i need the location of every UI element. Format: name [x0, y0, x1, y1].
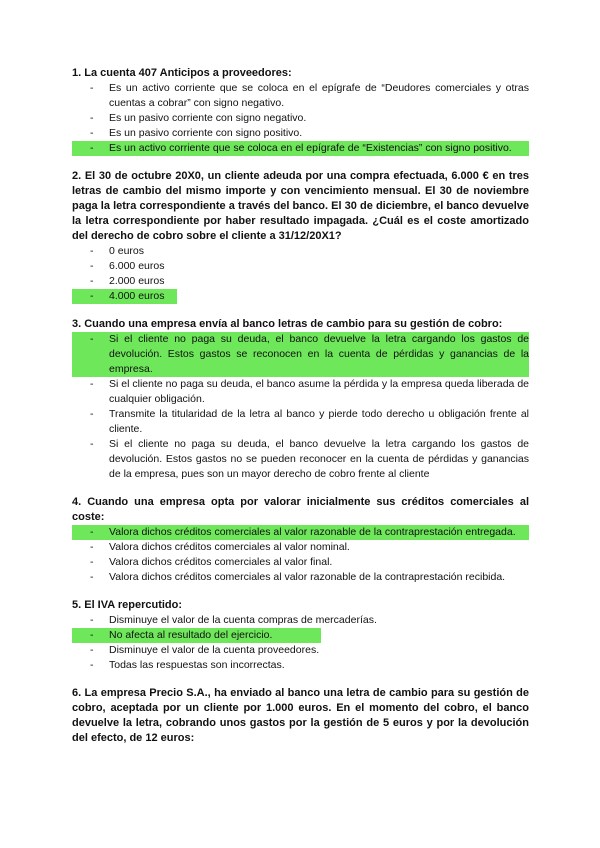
question-3	[72, 317, 529, 482]
option-item: - Disminuye el valor de la cuenta proveedores.	[90, 644, 320, 656]
question-5	[72, 598, 529, 673]
option-item: - Valora dichos créditos comerciales al valor final.	[90, 556, 333, 568]
option-text: Transmite la titularidad de la letra al banco y pierde todo derecho u obligación frente al cliente.	[109, 408, 529, 435]
option-text: Todas las respuestas son incorrectas.	[109, 659, 285, 671]
option-item: - Todas las respuestas son incorrectas.	[90, 659, 285, 671]
option-item-correct: - Valora dichos créditos comerciales al valor razonable de la contraprestación entregada.	[72, 525, 529, 540]
option-text: No afecta al resultado del ejercicio.	[109, 629, 273, 641]
option-text: Si el cliente no paga su deuda, el banco devuelve la letra cargando los gastos de devolución. Estos gastos no se pueden reconocer en la cuenta de pérdidas y ganancias de la empresa, pues son un mayor derecho de cobro frente al cliente	[109, 438, 529, 480]
options-list	[72, 525, 529, 585]
option-item-correct: - No afecta al resultado del ejercicio.	[72, 628, 321, 643]
options-list	[72, 332, 529, 482]
option-text: 2.000 euros	[109, 275, 165, 287]
options-list	[72, 244, 529, 304]
option-text: 6.000 euros	[109, 260, 165, 272]
option-text: Es un activo corriente que se coloca en el epígrafe de “Deudores comerciales y otras cuentas a cobrar” con signo negativo.	[109, 82, 529, 109]
option-item: - Es un activo corriente que se coloca en el epígrafe de “Deudores comerciales y otras cuentas a cobrar” con signo negativo.	[90, 82, 529, 109]
option-item: - Si el cliente no paga su deuda, el banco devuelve la letra cargando los gastos de devolución. Estos gastos no se pueden reconocer en la cuenta de pérdidas y ganancias de la empresa, pues son un mayor derecho de cobro frente al cliente	[90, 438, 529, 480]
options-list	[72, 613, 529, 673]
option-item: - Valora dichos créditos comerciales al valor nominal.	[90, 541, 350, 553]
option-text: 4.000 euros	[109, 290, 165, 302]
option-text: Es un activo corriente que se coloca en el epígrafe de “Existencias” con signo positivo.	[109, 142, 512, 154]
option-item: - 6.000 euros	[90, 260, 165, 272]
option-item: - Si el cliente no paga su deuda, el banco asume la pérdida y la empresa queda liberada de cualquier obligación.	[90, 378, 529, 405]
option-item: - Transmite la titularidad de la letra al banco y pierde todo derecho u obligación frente al cliente.	[90, 408, 529, 435]
option-item: - Disminuye el valor de la cuenta compras de mercaderías.	[90, 614, 377, 626]
question-text: 3. Cuando una empresa envía al banco letras de cambio para su gestión de cobro:	[72, 318, 503, 330]
option-text: 0 euros	[109, 245, 145, 257]
option-item-correct: - 4.000 euros	[72, 289, 177, 304]
option-text: Si el cliente no paga su deuda, el banco asume la pérdida y la empresa queda liberada de cualquier obligación.	[109, 378, 529, 405]
options-list	[72, 81, 529, 156]
option-text: Valora dichos créditos comerciales al valor nominal.	[109, 541, 350, 553]
option-text: Es un pasivo corriente con signo positivo.	[109, 127, 303, 139]
option-item: - Es un pasivo corriente con signo negativo.	[90, 112, 307, 124]
question-4	[72, 495, 529, 585]
option-item-correct: - Si el cliente no paga su deuda, el banco devuelve la letra cargando los gastos de devolución. Estos gastos se reconocen en la cuenta de pérdidas y ganancias de la empresa.	[72, 332, 529, 377]
option-text: Valora dichos créditos comerciales al valor razonable de la contraprestación entregada.	[109, 526, 516, 538]
option-text: Si el cliente no paga su deuda, el banco devuelve la letra cargando los gastos de devolución. Estos gastos se reconocen en la cuenta de pérdidas y ganancias de la empresa.	[109, 333, 529, 375]
option-text: Valora dichos créditos comerciales al valor final.	[109, 556, 333, 568]
option-item-correct: - Es un activo corriente que se coloca en el epígrafe de “Existencias” con signo positivo.	[72, 141, 529, 156]
option-item: - 0 euros	[90, 245, 145, 257]
option-text: Disminuye el valor de la cuenta compras de mercaderías.	[109, 614, 377, 626]
question-text: 1. La cuenta 407 Anticipos a proveedores:	[72, 67, 292, 79]
option-item: - Valora dichos créditos comerciales al valor razonable de la contraprestación recibida.	[90, 571, 506, 583]
option-item: - 2.000 euros	[90, 275, 165, 287]
question-text: 2. El 30 de octubre 20X0, un cliente adeuda por una compra efectuada, 6.000 € en tres letras de cambio del mismo importe y con vencimiento mensual. El 30 de noviembre paga la letra correspondiente a través del banco. El 30 de diciembre, el banco devuelve la letra correspondiente por haber resultado impagada. ¿Cuál es el coste amortizado del derecho de cobro sobre el cliente a 31/12/20X1?	[72, 170, 529, 242]
option-item: - Es un pasivo corriente con signo positivo.	[90, 127, 303, 139]
option-text: Es un pasivo corriente con signo negativo.	[109, 112, 307, 124]
question-text: 6. La empresa Precio S.A., ha enviado al banco una letra de cambio para su gestión de cobro, aceptada por un cliente por 1.000 euros. En el momento del cobro, el banco devuelve la letra, cobrando unos gastos por la gestión de 5 euros y por la devolución del efecto, de 12 euros:	[72, 687, 529, 744]
question-1	[72, 66, 529, 156]
option-text: Valora dichos créditos comerciales al valor razonable de la contraprestación recibida.	[109, 571, 506, 583]
question-text: 5. El IVA repercutido:	[72, 599, 183, 611]
question-text: 4. Cuando una empresa opta por valorar inicialmente sus créditos comerciales al coste:	[72, 496, 529, 523]
question-6	[72, 686, 529, 746]
exam-page	[72, 66, 529, 759]
question-2	[72, 169, 529, 304]
option-text: Disminuye el valor de la cuenta proveedores.	[109, 644, 320, 656]
